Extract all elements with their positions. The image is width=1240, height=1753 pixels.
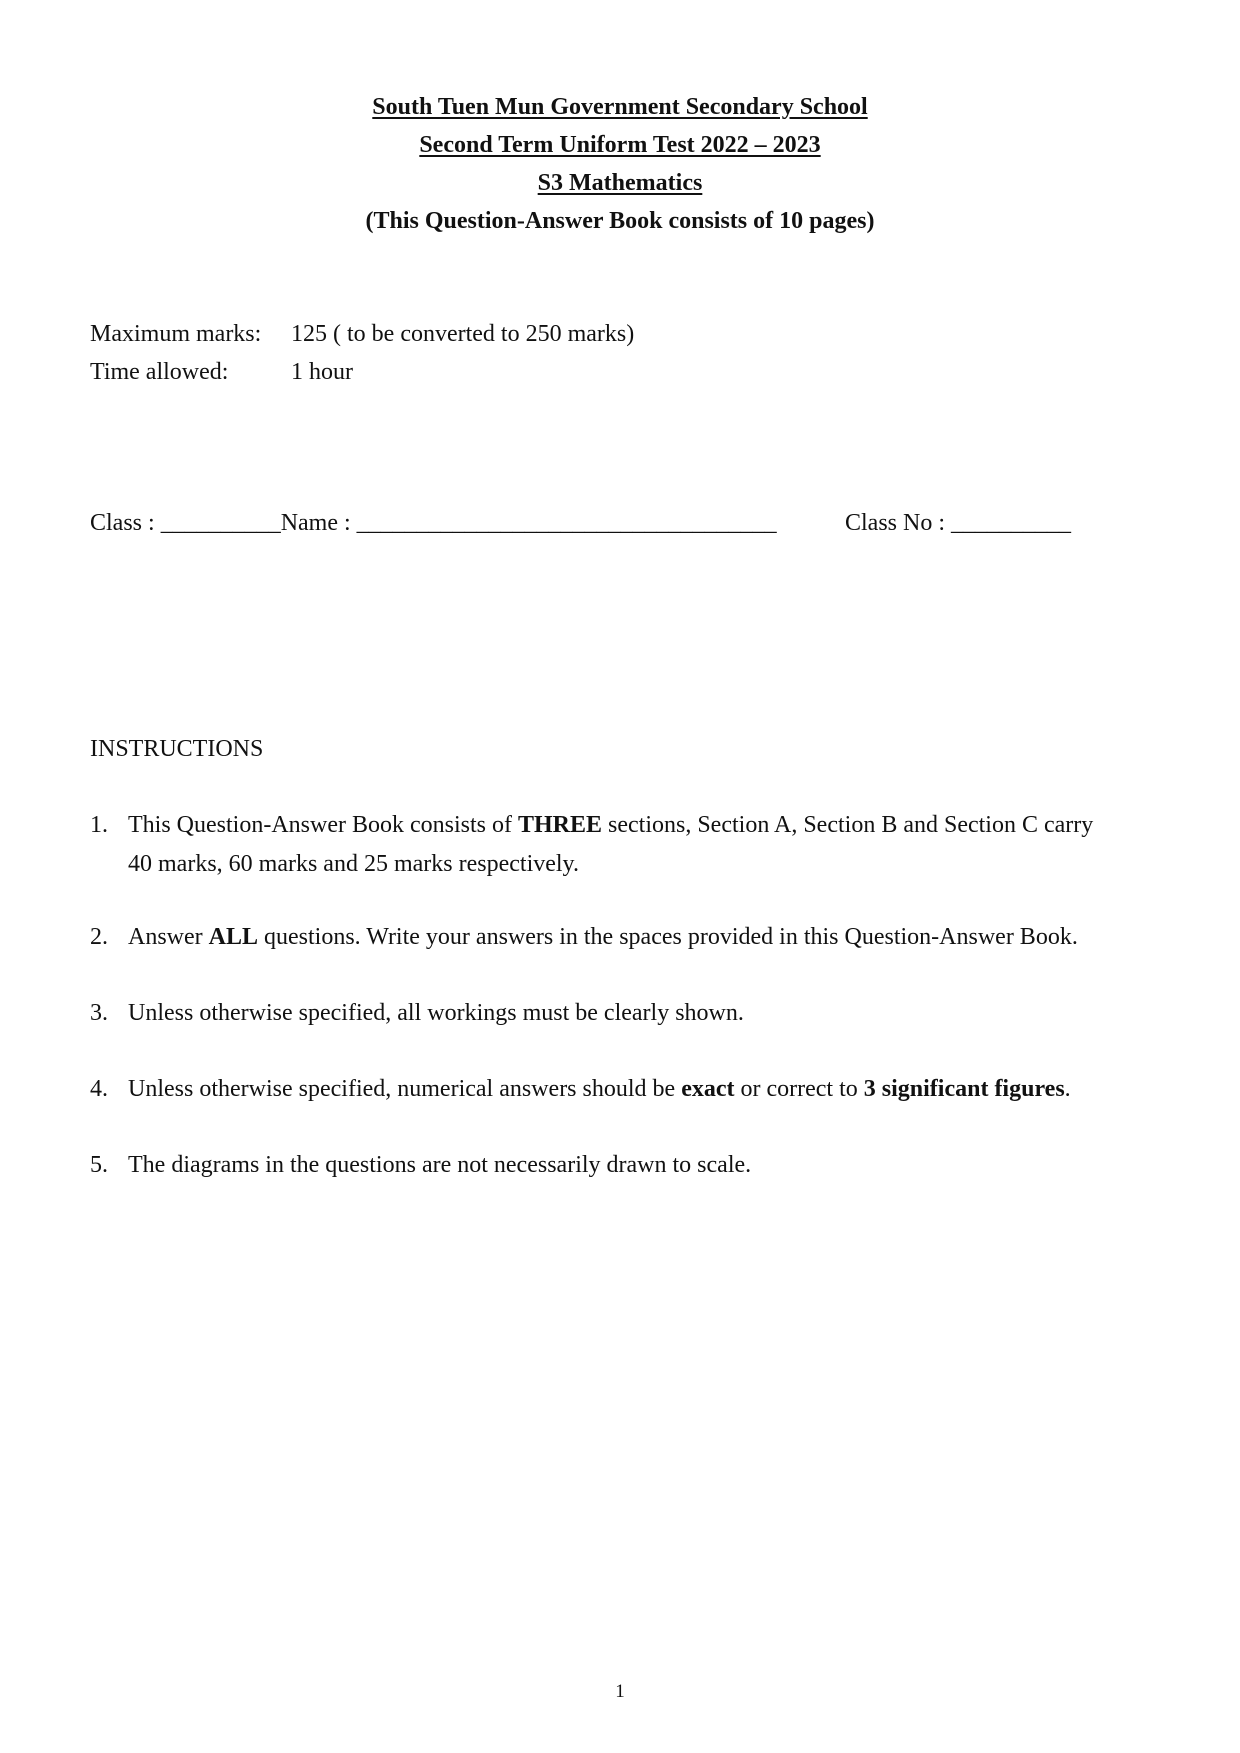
item-text: Answer ALL questions. Write your answers in the spaces provided in this Question-Answer Book.: [128, 924, 1078, 950]
class-field[interactable]: __________: [160, 510, 281, 536]
item-number: 2.: [90, 924, 108, 950]
class-no-group: [845, 510, 1071, 537]
test-title: Second Term Uniform Test 2022 – 2023: [419, 132, 821, 158]
max-marks-label: Maximum marks:: [90, 321, 262, 347]
name-label: Name :: [280, 510, 351, 536]
item-number: 3.: [90, 1000, 108, 1026]
item-number: 5.: [90, 1152, 108, 1178]
item-number: 1.: [90, 812, 108, 838]
class-label: Class :: [90, 510, 155, 536]
time-allowed-label: Time allowed:: [90, 359, 229, 385]
time-allowed-value: 1 hour: [291, 359, 353, 385]
student-info-line: [90, 510, 777, 537]
name-field[interactable]: ___________________________________: [356, 510, 777, 536]
item-text: Unless otherwise specified, all workings must be clearly shown.: [128, 1000, 744, 1026]
max-marks-value: 125 ( to be converted to 250 marks): [291, 321, 635, 347]
item-text: This Question-Answer Book consists of THREE sections, Section A, Section B and Section C carry: [128, 812, 1094, 838]
instructions-heading: INSTRUCTIONS: [90, 736, 264, 762]
item-text: Unless otherwise specified, numerical answers should be exact or correct to 3 significant figures.: [128, 1076, 1071, 1102]
item-number: 4.: [90, 1076, 108, 1102]
class-no-label: Class No :: [845, 510, 946, 536]
page-number: 1: [615, 1681, 625, 1702]
item-text: The diagrams in the questions are not necessarily drawn to scale.: [128, 1152, 752, 1178]
item-text-continued: 40 marks, 60 marks and 25 marks respectively.: [128, 851, 579, 877]
school-name: South Tuen Mun Government Secondary School: [372, 94, 868, 120]
class-no-field[interactable]: __________: [951, 510, 1072, 536]
page-count-note: (This Question-Answer Book consists of 10 pages): [365, 208, 875, 234]
subject-title: S3 Mathematics: [537, 170, 703, 196]
